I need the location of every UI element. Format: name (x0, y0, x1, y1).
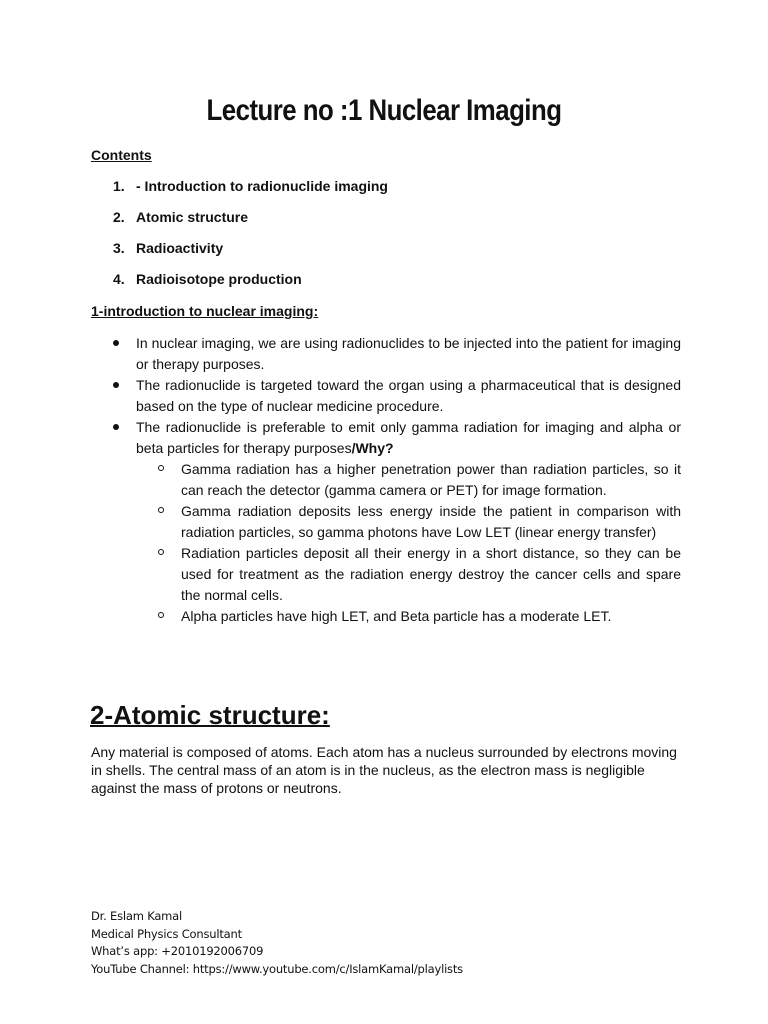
why-question: /Why? (351, 440, 394, 456)
bullet-text: The radionuclide is targeted toward the organ using a pharmaceutical that is designed based on the type of nuclear medicine procedure. (136, 377, 681, 414)
contents-item-label: Atomic structure (136, 209, 249, 225)
contents-item-number: 2. (113, 209, 125, 225)
bullet-dot-icon (113, 382, 119, 388)
contents-item (91, 209, 591, 240)
section-heading-introduction: 1-introduction to nuclear imaging: (91, 303, 319, 319)
bullet-dot-icon (113, 424, 119, 430)
contents-item-number: 3. (113, 240, 125, 256)
sub-bullet-text: Alpha particles have high LET, and Beta particle has a moderate LET. (181, 608, 612, 624)
atomic-structure-paragraph: Any material is composed of atoms. Each atom has a nucleus surrounded by electrons moving in shells. The central mass of an atom is in the nucleus, as the electron mass is negligible against the mass of protons or neutrons. (91, 744, 677, 796)
section-heading-atomic-structure: 2-Atomic structure: (90, 700, 330, 730)
bullet-item (91, 333, 681, 375)
sub-bullet-text: Gamma radiation deposits less energy inside the patient in comparison with radiation particles, so gamma photons have Low LET (linear energy transfer) (181, 503, 681, 540)
author-role: Medical Physics Consultant (91, 926, 242, 941)
author-name: Dr. Eslam Kamal (91, 909, 183, 923)
contents-item (91, 178, 591, 209)
hollow-bullet-icon (158, 507, 164, 513)
youtube-channel: YouTube Channel: https://www.youtube.com/c/IslamKamal/playlists (91, 961, 463, 976)
introduction-bullet-list (91, 333, 681, 627)
hollow-bullet-icon (158, 465, 164, 471)
hollow-bullet-icon (158, 549, 164, 555)
contents-heading: Contents (91, 147, 152, 163)
contents-list (91, 178, 591, 302)
contents-item-number: 1. (113, 178, 125, 194)
page-title: Lecture no :1 Nuclear Imaging (206, 94, 562, 127)
sub-bullet-list (136, 459, 681, 627)
contents-item-label: - Introduction to radionuclide imaging (136, 178, 388, 194)
contents-item-number: 4. (113, 271, 125, 287)
bullet-dot-icon (113, 340, 119, 346)
sub-bullet-text: Radiation particles deposit all their energy in a short distance, so they can be used for treatment as the radiation energy destroy the cancer cells and spare the normal cells. (181, 545, 681, 603)
sub-bullet-item (136, 543, 681, 606)
hollow-bullet-icon (158, 612, 164, 618)
sub-bullet-item (136, 459, 681, 501)
contents-item-label: Radioactivity (136, 240, 224, 256)
sub-bullet-text: Gamma radiation has a higher penetration power than radiation particles, so it can reach the detector (gamma camera or PET) for image formation. (181, 461, 681, 498)
sub-bullet-item (136, 606, 681, 627)
sub-bullet-item (136, 501, 681, 543)
bullet-text: The radionuclide is preferable to emit only gamma radiation for imaging and alpha or beta particles for therapy purposes (136, 419, 681, 456)
contents-item (91, 240, 591, 271)
contents-item (91, 271, 591, 302)
contents-item-label: Radioisotope production (136, 271, 302, 287)
bullet-item (91, 375, 681, 417)
bullet-item (91, 417, 681, 627)
whatsapp-contact: What’s app: +2010192006709 (91, 944, 264, 958)
bullet-text: In nuclear imaging, we are using radionuclides to be injected into the patient for imaging or therapy purposes. (136, 335, 681, 372)
author-footer (91, 908, 463, 978)
